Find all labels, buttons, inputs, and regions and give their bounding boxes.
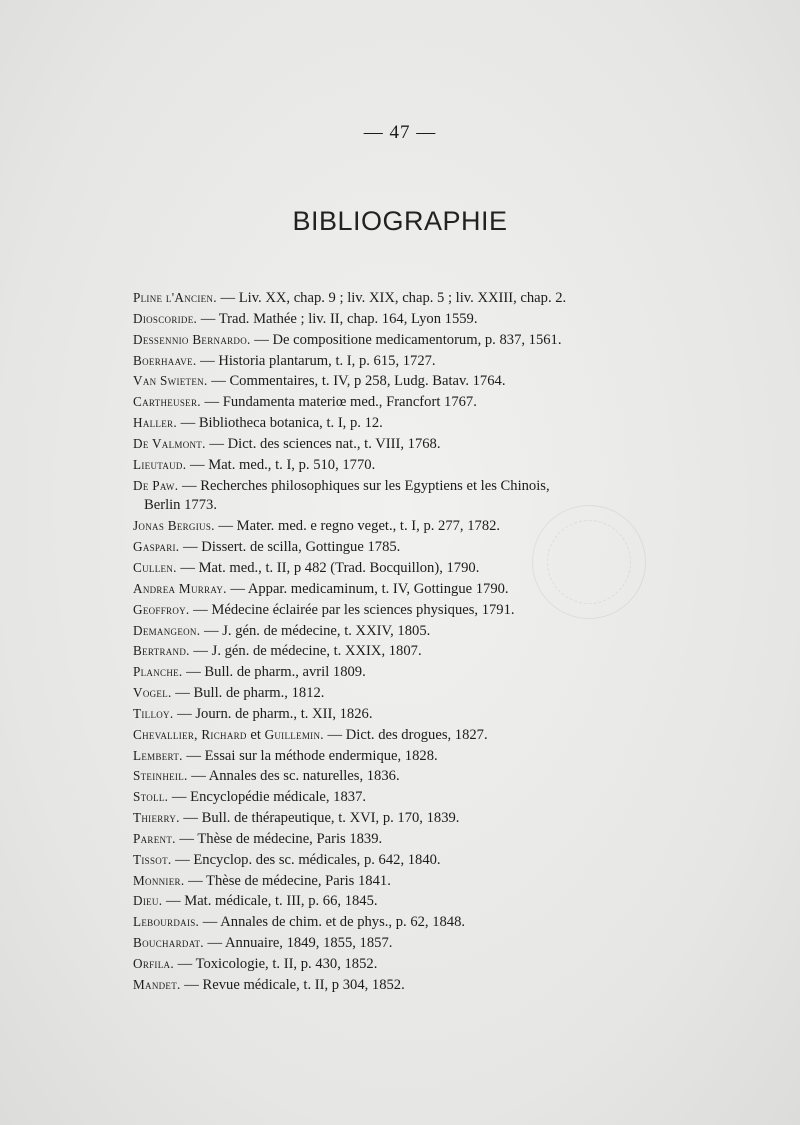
entry-author: Lembert.	[133, 747, 183, 763]
entry-reference: — Mat. med., t. I, p. 510, 1770.	[186, 456, 376, 473]
entry-author: Bouchardat.	[133, 935, 204, 951]
entry-reference: et	[246, 726, 265, 743]
bibliography-entry	[133, 746, 668, 767]
entry-reference: — Dissert. de scilla, Gottingue 1785.	[179, 539, 401, 556]
entry-reference: — Appar. medicaminum, t. IV, Gottingue 1790.	[226, 580, 509, 597]
bibliography-entry	[133, 808, 668, 829]
entry-author: Guillemin.	[264, 726, 324, 742]
entry-reference: — Commentaires, t. IV, p 258, Ludg. Batav. 1764.	[207, 373, 506, 390]
bibliography-entry	[133, 683, 668, 704]
bibliography-entry	[133, 413, 668, 434]
entry-reference: — Dict. des sciences nat., t. VIII, 1768.	[205, 435, 441, 452]
entry-author: Orfila.	[133, 956, 174, 971]
bibliography-entry	[133, 537, 668, 558]
entry-reference: — Encyclopédie médicale, 1837.	[168, 789, 367, 806]
entry-author: Jonas Bergius.	[133, 518, 215, 534]
entry-author: Boerhaave.	[133, 352, 197, 368]
entry-reference: — Historia plantarum, t. I, p. 615, 1727.	[196, 352, 436, 369]
entry-author: Cullen.	[133, 559, 177, 575]
entry-author: Stoll.	[133, 789, 169, 805]
entry-reference: — Essai sur la méthode endermique, 1828.	[182, 747, 438, 764]
page-number: — 47 —	[363, 122, 437, 143]
entry-author: De Paw.	[133, 477, 179, 493]
entry-reference: — J. gén. de médecine, t. XXIX, 1807.	[189, 643, 422, 660]
bibliography-entry	[133, 309, 668, 330]
entry-author: Planche.	[133, 664, 183, 680]
entry-author: Thierry.	[133, 810, 180, 826]
entry-reference: — Mat. med., t. II, p 482 (Trad. Bocquillon), 1790.	[176, 559, 480, 576]
entry-reference: — Mat. médicale, t. III, p. 66, 1845.	[162, 893, 378, 910]
entry-author: Steinheil.	[133, 768, 188, 784]
bibliography-entry	[133, 288, 668, 309]
bibliography-entry	[133, 829, 668, 850]
bibliography-entry	[133, 558, 668, 579]
entry-reference: — Bull. de pharm., 1812.	[171, 685, 325, 702]
bibliography-list	[133, 288, 668, 996]
bibliography-entry	[133, 725, 668, 746]
entry-reference: — Revue médicale, t. II, p 304, 1852.	[180, 976, 405, 993]
bibliography-entry	[133, 516, 668, 537]
entry-author: Dessennio Bernardo.	[133, 331, 251, 347]
entry-reference: — Bull. de pharm., avril 1809.	[182, 664, 366, 681]
bibliography-entry	[133, 766, 668, 787]
entry-reference: — Liv. XX, chap. 9 ; liv. XIX, chap. 5 ; liv. XXIII, chap. 2.	[216, 290, 567, 306]
entry-reference: — Thèse de médecine, Paris 1841.	[184, 872, 391, 889]
entry-author: Vogel.	[133, 685, 172, 701]
entry-author: Andrea Murray.	[133, 580, 227, 596]
bibliography-entry	[133, 351, 668, 372]
bibliography-entry	[133, 787, 668, 808]
entry-reference: — Annales de chim. et de phys., p. 62, 1848.	[199, 914, 466, 931]
entry-reference: — Annales des sc. naturelles, 1836.	[187, 768, 400, 785]
entry-reference: — Recherches philosophiques sur les Egyptiens et les Chinois,	[178, 477, 550, 494]
entry-author: Parent.	[133, 830, 176, 846]
bibliography-entry	[133, 600, 668, 621]
entry-author: Bertrand.	[133, 643, 190, 659]
entry-reference: — Mater. med. e regno veget., t. I, p. 277, 1782.	[214, 518, 501, 535]
entry-author: Monnier.	[133, 872, 185, 888]
bibliography-entry	[133, 371, 668, 392]
entry-reference: — De compositione medicamentorum, p. 837, 1561.	[250, 331, 562, 348]
entry-reference: — Thèse de médecine, Paris 1839.	[175, 830, 383, 847]
entry-author: Tissot.	[133, 851, 172, 867]
entry-author: Geoffroy.	[133, 601, 190, 617]
bibliography-entry	[133, 641, 668, 662]
entry-author: Lebourdais.	[133, 914, 200, 930]
bibliography-entry	[133, 621, 668, 642]
entry-author: De Valmont.	[133, 435, 206, 451]
entry-reference: — J. gén. de médecine, t. XXIV, 1805.	[200, 622, 431, 639]
entry-reference: — Fundamenta materiœ med., Francfort 1767.	[200, 394, 477, 411]
bibliography-entry	[133, 662, 668, 683]
bibliography-entry	[133, 954, 668, 975]
entry-author: Mandet.	[133, 976, 181, 992]
bibliography-entry	[133, 434, 668, 455]
bibliography-entry	[133, 891, 668, 912]
entry-author: Haller.	[133, 415, 177, 431]
bibliography-entry	[133, 455, 668, 476]
bibliography-entry	[133, 850, 668, 871]
entry-reference: — Journ. de pharm., t. XII, 1826.	[173, 705, 373, 722]
entry-author: Pline l'Ancien.	[133, 290, 217, 305]
entry-author: Dioscoride.	[133, 310, 198, 326]
entry-reference: — Bibliotheca botanica, t. I, p. 12.	[176, 415, 383, 432]
bibliography-entry	[133, 392, 668, 413]
entry-continuation: Berlin 1773.	[144, 497, 217, 514]
entry-reference: — Toxicologie, t. II, p. 430, 1852.	[173, 956, 378, 972]
bibliography-entry	[133, 330, 668, 351]
entry-author: Cartheuser.	[133, 394, 201, 410]
bibliography-entry	[133, 476, 668, 517]
entry-author: Chevallier, Richard	[133, 726, 247, 742]
bibliography-entry	[133, 912, 668, 933]
entry-reference: — Bull. de thérapeutique, t. XVI, p. 170, 1839.	[179, 810, 460, 827]
entry-author: Gaspari.	[133, 539, 180, 555]
bibliography-entry	[133, 579, 668, 600]
bibliography-entry	[133, 704, 668, 725]
entry-author: Tilloy.	[133, 705, 174, 721]
entry-reference: — Trad. Mathée ; liv. II, chap. 164, Lyon 1559.	[197, 310, 478, 327]
page-title: BIBLIOGRAPHIE	[292, 206, 508, 236]
bibliography-entry	[133, 975, 668, 996]
entry-reference: — Dict. des drogues, 1827.	[323, 726, 488, 743]
entry-author: Dieu.	[133, 893, 163, 909]
entry-reference: — Médecine éclairée par les sciences physiques, 1791.	[189, 601, 515, 618]
entry-reference: — Encyclop. des sc. médicales, p. 642, 1840.	[171, 851, 441, 868]
entry-author: Demangeon.	[133, 622, 201, 638]
bibliography-entry	[133, 933, 668, 954]
entry-author: Lieutaud.	[133, 456, 187, 472]
bibliography-entry	[133, 871, 668, 892]
entry-author: Van Swieten.	[133, 373, 208, 389]
entry-reference: — Annuaire, 1849, 1855, 1857.	[203, 935, 393, 952]
